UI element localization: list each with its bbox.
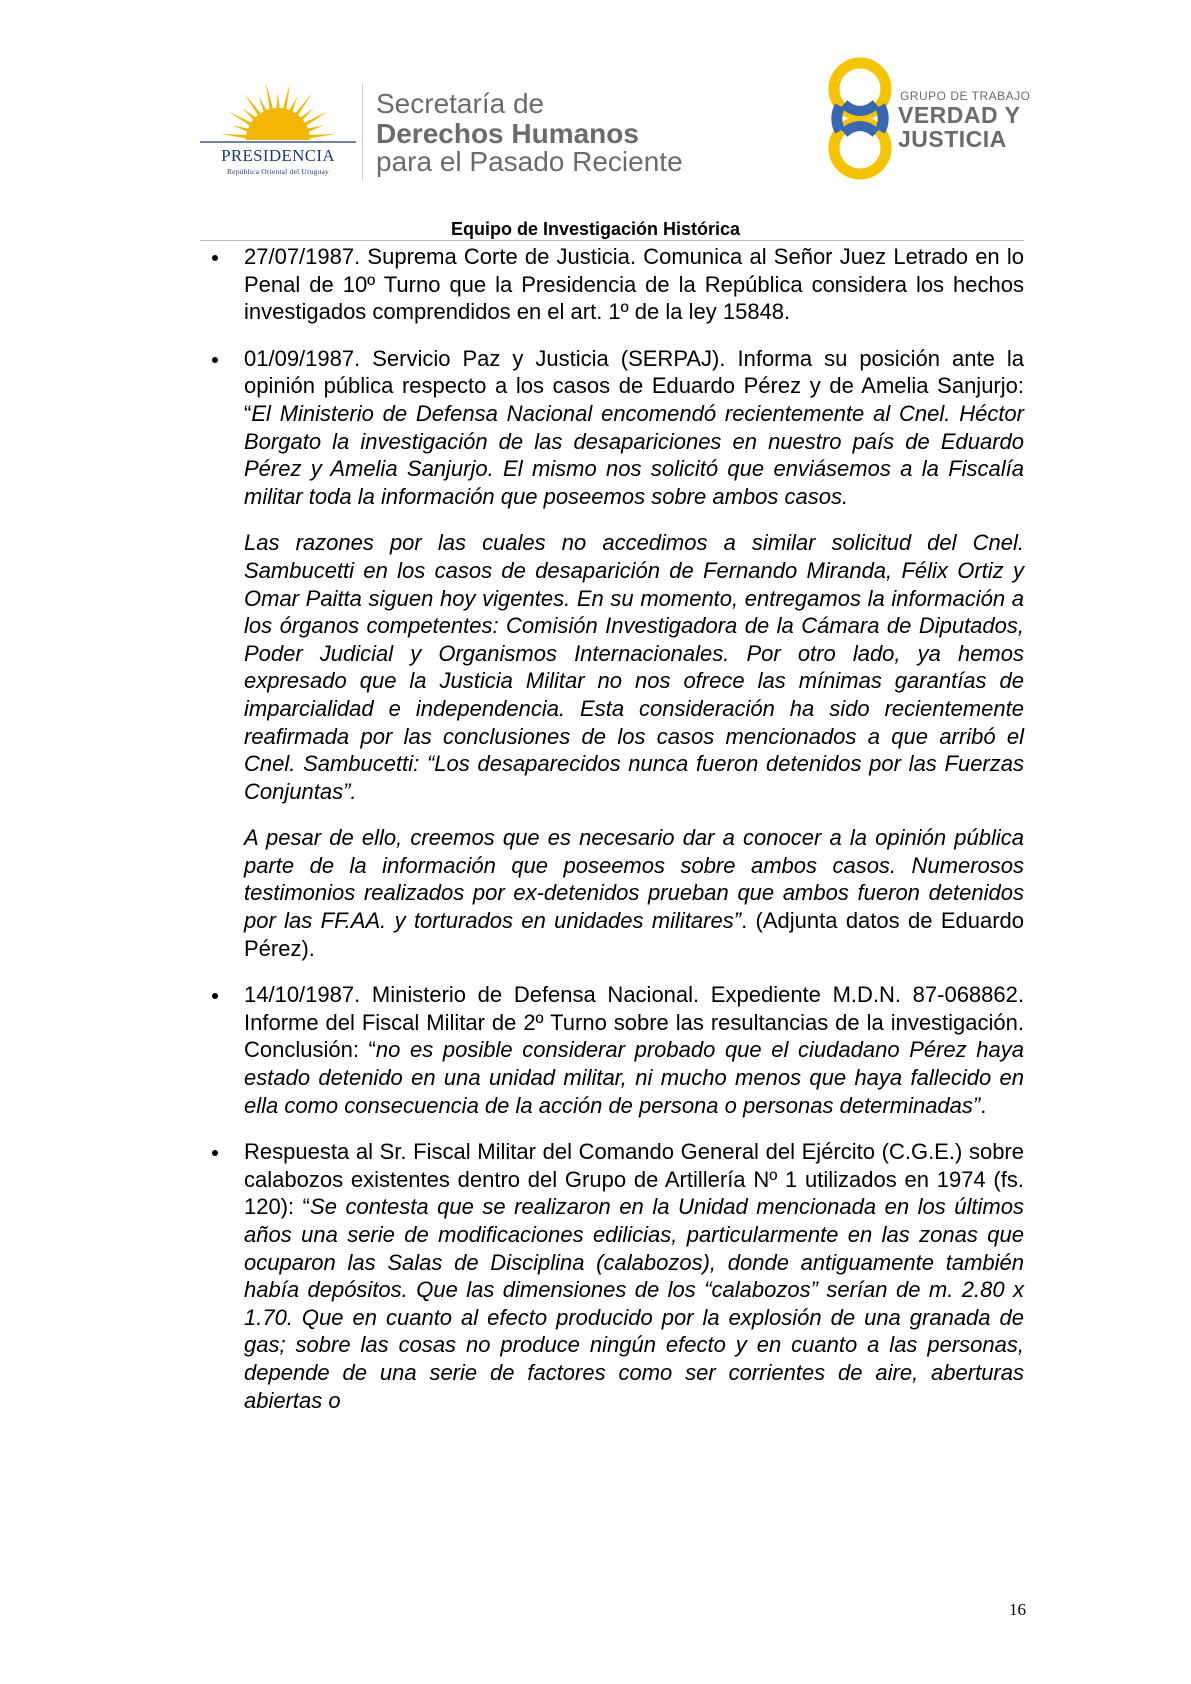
paragraph-text: .	[980, 1092, 987, 1118]
list-item	[244, 981, 1024, 1119]
list-item	[244, 345, 1024, 962]
sun-ray	[220, 134, 248, 139]
page-header	[0, 0, 1191, 240]
vyj-title-line-1: VERDAD Y	[898, 102, 1021, 128]
quoted-text: A pesar de ello, creemos que es necesario dar a conocer a la opinión pública parte de la información que poseemos sobre ambos casos. Numerosos testimonios realizados por ex-detenidos prueban que ambos fueron detenidos por las FF.AA. y torturados en unidades militares”	[244, 825, 1024, 934]
item-paragraph	[244, 981, 1024, 1119]
item-paragraph	[244, 1138, 1024, 1414]
item-paragraph: 27/07/1987. Suprema Corte de Justicia. Comunica al Señor Juez Letrado en lo Penal de 10º Turno que la Presidencia de la República considera los hechos investigados comprendidos en el art. 1º de la ley 15848.	[244, 244, 1024, 325]
document-body	[244, 243, 1024, 1433]
sun-ray	[283, 83, 291, 111]
quoted-text: no es posible considerar probado que el ciudadano Pérez haya estado detenido en una unidad militar, ni mucho menos que haya fallecido en ella como consecuencia de la acción de persona o personas determinadas”	[244, 1037, 1025, 1118]
sun-ray	[276, 92, 280, 110]
quoted-text: Las razones por las cuales no accedimos a similar solicitud del Cnel. Sambucetti en los casos de desaparición de Fernando Miranda, Félix Ortiz y Omar Paitta siguen hoy vigentes. En su momento, entregamos la información a los órganos competentes: Comisión Investigadora de la Cámara de Diputados, Poder Judicial y Organismos Internacionales. Por otro lado, ya hemos expresado que la Justicia Militar no nos ofrece las mínimas garantías de imparcialidad e independencia. Esta consideración ha sido recientemente reafirmada por las conclusiones de los casos mencionados a que arribó el Cnel. Sambucetti: “Los desaparecidos nunca fueron detenidos por las Fuerzas Conjuntas”.	[244, 530, 1024, 804]
bullet-icon	[212, 993, 218, 999]
presidencia-subtitle: República Oriental del Uruguay	[226, 167, 329, 176]
page-number: 16	[1009, 1600, 1026, 1619]
item-paragraph	[244, 345, 1024, 511]
sun-ray	[294, 93, 312, 117]
vyj-title-line-2: JUSTICIA	[898, 126, 1007, 152]
sun-ray	[266, 83, 274, 111]
quoted-text: El Ministerio de Defensa Nacional encomendó recientemente al Cnel. Héctor Borgato la investigación de las desapariciones en nuestro país de Eduardo Pérez y Amelia Sanjurjo. El mismo nos solicitó que enviásemos a la Fiscalía militar toda la información que poseemos sobre ambos casos.	[244, 400, 1024, 509]
sun-ray	[308, 134, 336, 139]
verdad-justicia-logo-icon	[820, 56, 900, 182]
list-item	[244, 243, 1024, 326]
header-rule	[200, 240, 1024, 241]
quoted-text: Se contesta que se realizaron en la Unidad mencionada en los últimos años una serie de modificaciones edilicias, particularmente en las zonas que ocuparon las Salas de Disciplina (calabozos), donde antiguamente también había depósitos. Que las dimensiones de los “calabozos” serían de m. 2.80 x 1.70. Que en cuanto al efecto producido por la explosión de una granada de gas; sobre las cosas no produce ningún efecto y en cuanto a las personas, depende de una serie de factores como ser corrientes de aire, aberturas abiertas o	[244, 1194, 1024, 1413]
item-paragraph	[244, 529, 1024, 805]
paragraph-text: . (Adjunta datos de Eduardo Pérez).	[244, 908, 1024, 961]
bullet-icon	[212, 1150, 218, 1156]
secretaria-line-3: para el Pasado Reciente	[376, 146, 683, 177]
paragraph-text: 01/09/1987. Servicio Paz y Justicia (SERPAJ). Informa su posición ante la opinión pública respecto a los casos de Eduardo Pérez y de Amelia Sanjurjo: “	[244, 345, 1024, 426]
vyj-small-text: GRUPO DE TRABAJO	[900, 89, 1031, 103]
team-heading: Equipo de Investigación Histórica	[450, 219, 741, 239]
bullet-icon	[212, 357, 218, 363]
presidencia-wordmark: PRESIDENCIA	[221, 146, 335, 165]
sun-ray	[244, 93, 262, 117]
logo-divider	[362, 84, 363, 180]
secretaria-line-1: Secretaría de	[376, 88, 545, 119]
paragraph-text: Respuesta al Sr. Fiscal Militar del Comando General del Ejército (C.G.E.) sobre calabozos existentes dentro del Grupo de Artillería Nº 1 utilizados en 1974 (fs. 120): “	[244, 1139, 1024, 1220]
bullet-icon	[212, 255, 218, 261]
item-paragraph	[244, 824, 1024, 962]
list-item	[244, 1138, 1024, 1414]
secretaria-line-2: Derechos Humanos	[376, 118, 639, 149]
secretaria-logo-text	[376, 90, 683, 176]
paragraph-text: 14/10/1987. Ministerio de Defensa Nacional. Expediente M.D.N. 87-068862. Informe del Fiscal Militar de 2º Turno sobre las resultancias de la investigación. Conclusión: “	[244, 982, 1024, 1063]
